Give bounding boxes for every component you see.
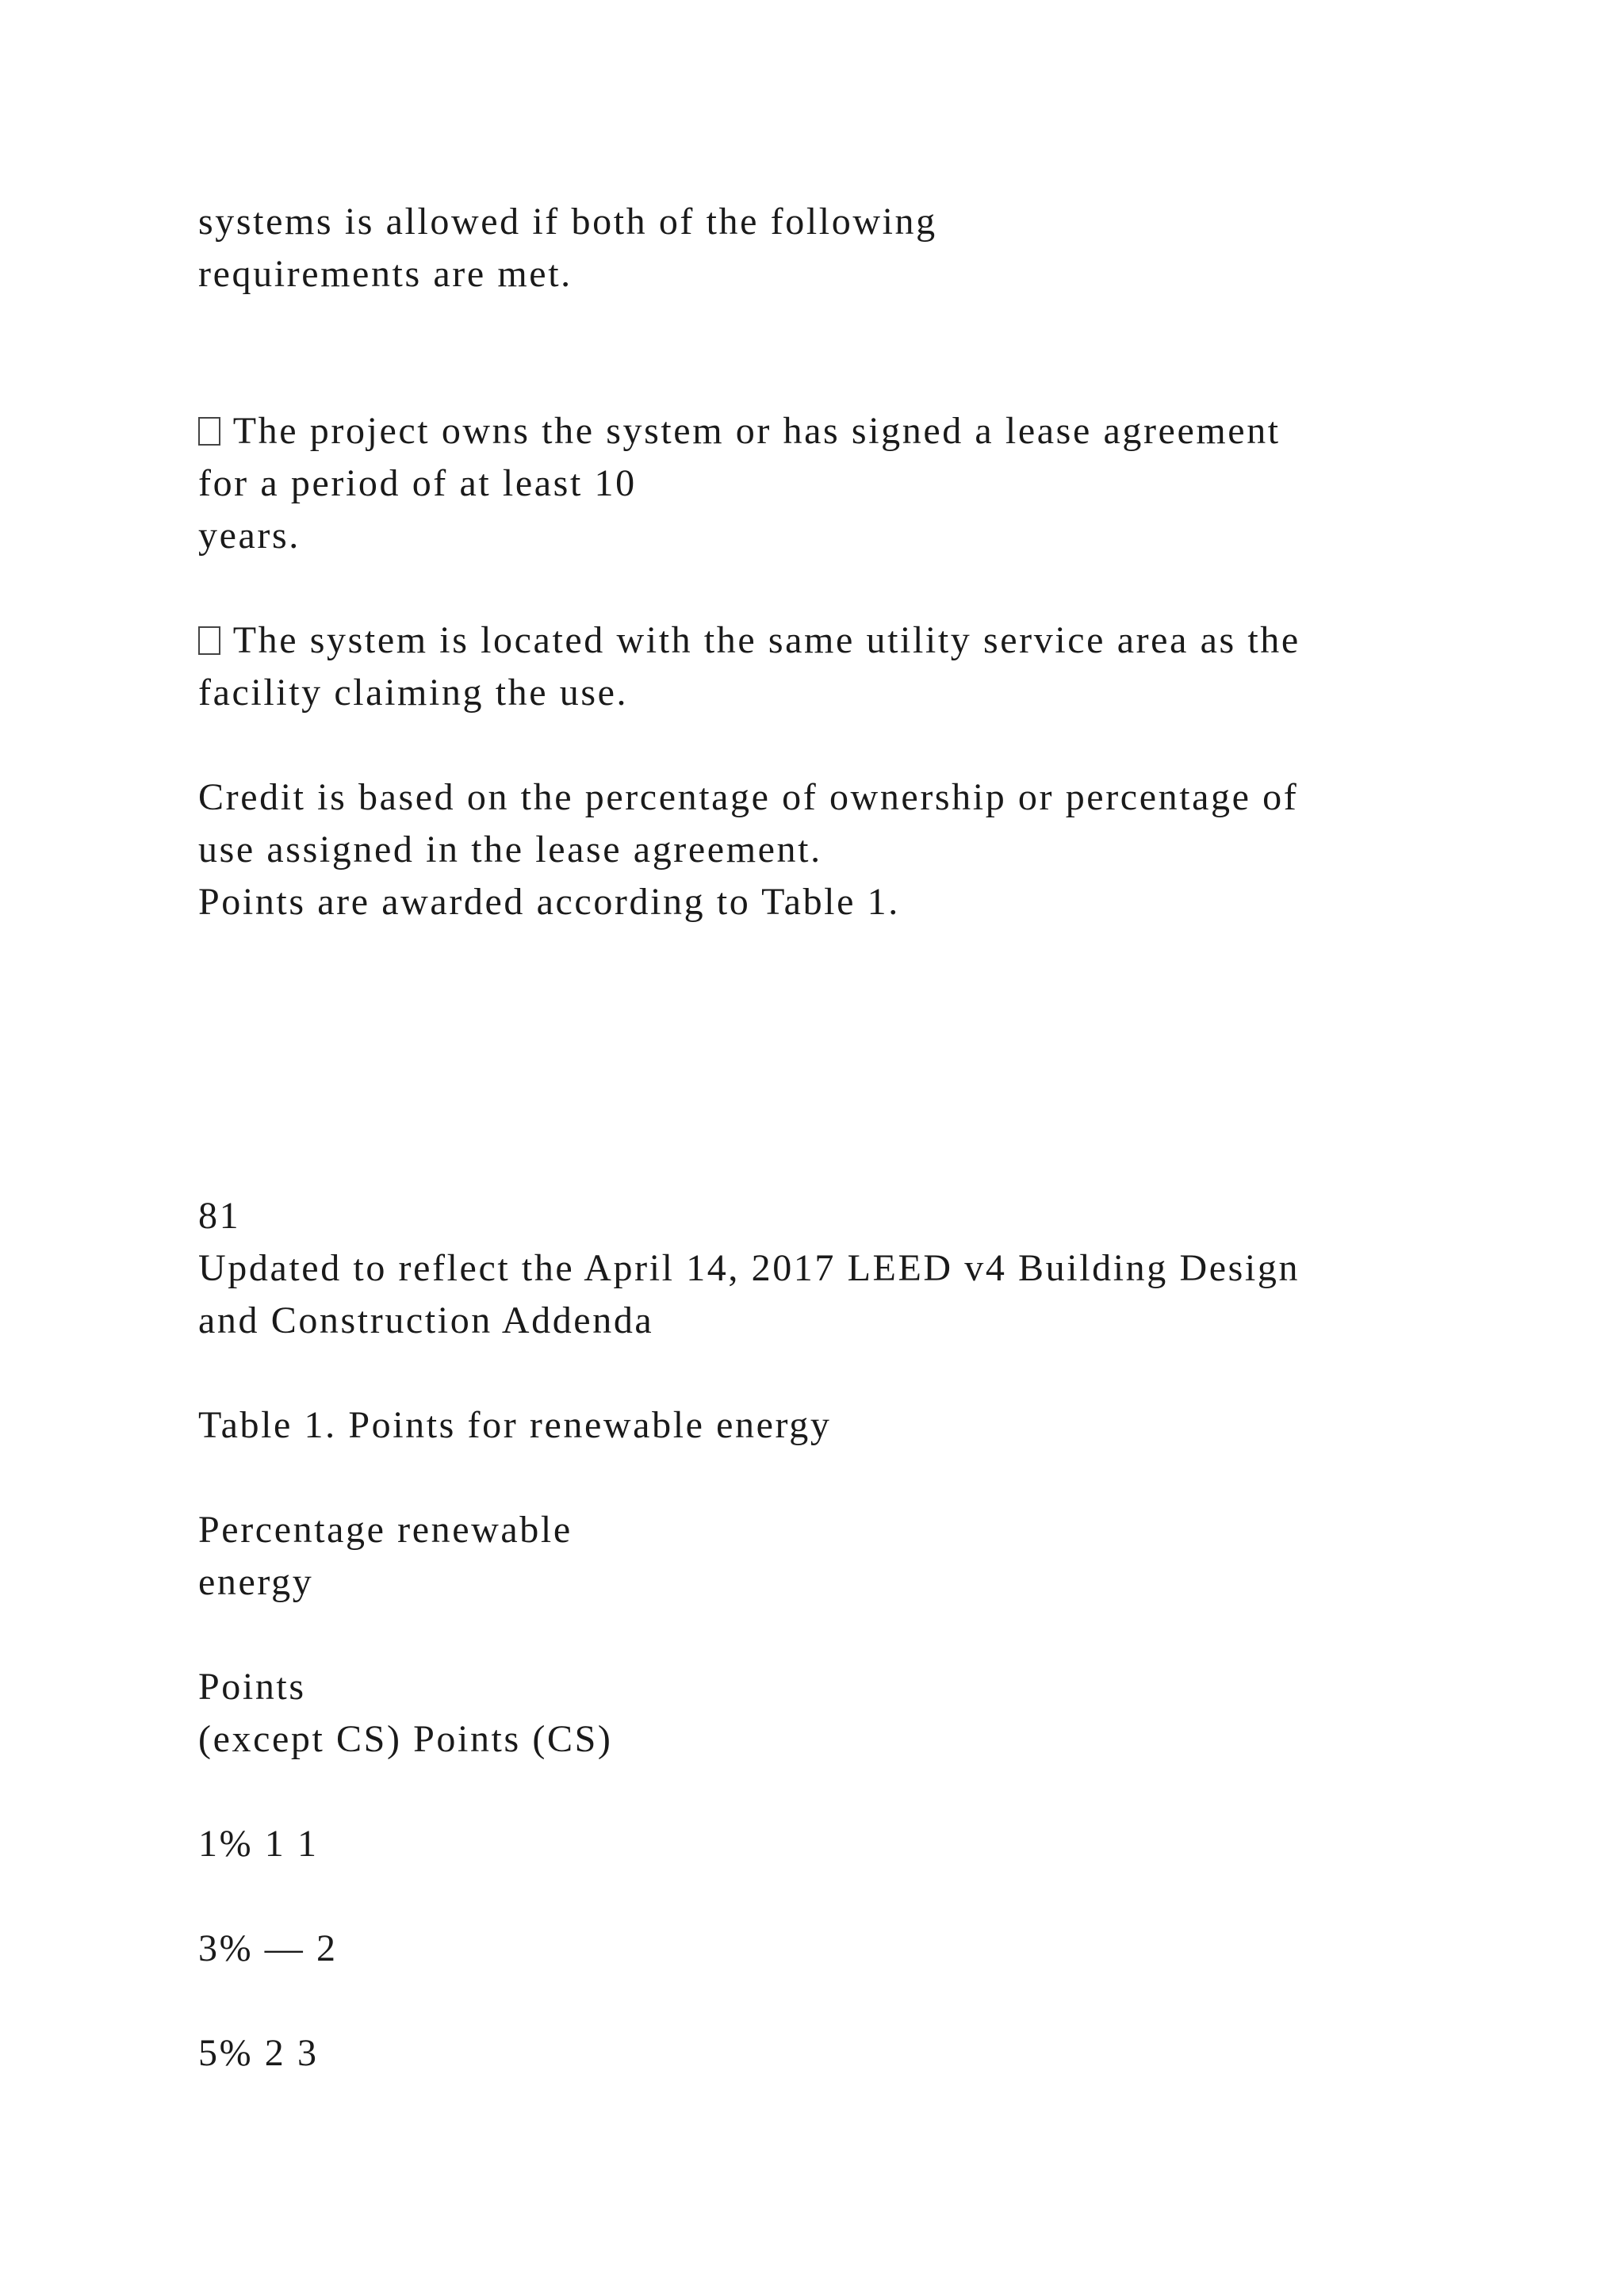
bullet-2-line-1: The system is located with the same utility service area as the bbox=[222, 619, 1300, 661]
table-row: 1% 1 1 bbox=[198, 1823, 319, 1865]
table-header-col1-line-1: Percentage renewable bbox=[198, 1509, 573, 1551]
table-header-col1-line-2: energy bbox=[198, 1561, 314, 1603]
addenda-line-1: Updated to reflect the April 14, 2017 LEED v4 Building Design bbox=[198, 1247, 1300, 1289]
intro-line-1: systems is allowed if both of the following bbox=[198, 201, 937, 243]
missing-glyph-box-icon bbox=[198, 626, 220, 655]
table-header-col2-line-1: Points bbox=[198, 1666, 306, 1708]
missing-glyph-box-icon bbox=[198, 417, 220, 446]
bullet-1-line-3: years. bbox=[198, 515, 301, 557]
table-title: Table 1. Points for renewable energy bbox=[198, 1404, 832, 1446]
bullet-1-line-2: for a period of at least 10 bbox=[198, 462, 637, 504]
table-header-col2-line-2: (except CS) Points (CS) bbox=[198, 1718, 613, 1760]
table-row: 3% — 2 bbox=[198, 1927, 338, 1969]
table-row: 5% 2 3 bbox=[198, 2032, 319, 2074]
bullet-2-line-2: facility claiming the use. bbox=[198, 672, 629, 714]
credit-line-2: use assigned in the lease agreement. bbox=[198, 828, 822, 871]
credit-line-3: Points are awarded according to Table 1. bbox=[198, 881, 900, 923]
credit-line-1: Credit is based on the percentage of ownership or percentage of bbox=[198, 776, 1299, 818]
page-number: 81 bbox=[198, 1195, 241, 1237]
addenda-line-2: and Construction Addenda bbox=[198, 1299, 654, 1341]
bullet-1-line-1: The project owns the system or has signed a lease agreement bbox=[222, 410, 1281, 452]
intro-line-2: requirements are met. bbox=[198, 253, 573, 295]
